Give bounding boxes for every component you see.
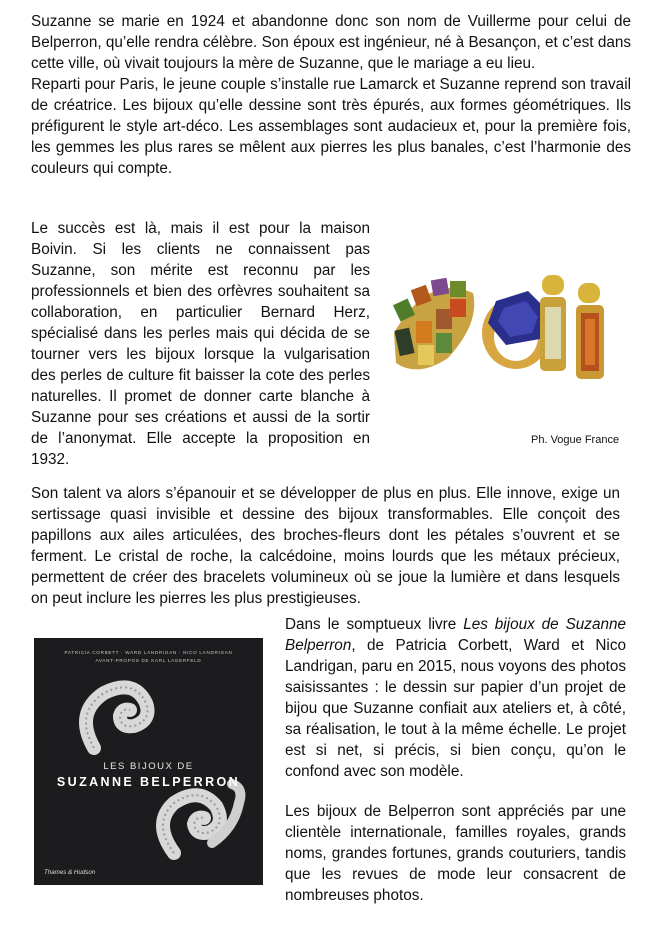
book-title-inline: Les bijoux de Suzanne Belperron (285, 616, 626, 654)
paragraph-success (31, 218, 370, 470)
book-authors: PATRICIA CORBETT · WARD LANDRIGAN · NICO LANDRIGAN (64, 650, 233, 655)
book-cover (34, 638, 263, 885)
paragraph-book-after: , de Patricia Corbett, Ward et Nico Landrigan, paru en 2015, nous voyons des photos saisissantes : le dessin sur papier d’un projet de bijou que Suzanne confiait aux ateliers et, à côté, sa réalisation, le tout à la même échelle. Le projet est si net, si précis, si bien conçu, qu’on le confond avec son modèle. (285, 637, 626, 780)
paragraph-book-text (285, 614, 626, 782)
paragraph-talent (31, 483, 620, 609)
book-publisher: Thames & Hudson (44, 869, 96, 876)
yellow-earring (540, 275, 566, 371)
paragraph-success-text: Le succès est là, mais il est pour la maison Boivin. Si les clients ne connaissent pas Suzanne, son mérite est reconnu par les professionnels et bien des orfèvres souhaitent sa collaboration, en particulier Bernard Herz, spécialisé dans les perles mais qui décida de se tourner vers les bijoux lorsque la vulgarisation des perles de culture fit baisser la cote des perles naturelles. Il promet de donner carte blanche à Suzanne pour ses créations et aussi de la sortir de l’anonymat. Elle accepte la proposition en 1932. (31, 220, 370, 468)
rings-photo (388, 263, 620, 381)
photo-caption: Ph. Vogue France (531, 434, 620, 446)
paragraph-paris-text: Reparti pour Paris, le jeune couple s’installe rue Lamarck et Suzanne reprend son travail de créatrice. Les bijoux qu’elle dessine sont très épurés, aux formes géométriques. Ils préfigurent le style art-déco. Les assemblages sont audacieux et, pour la première fois, les gemmes les plus rares se mêlent aux pierres les plus banales, c’est l’harmonie des couleurs qui compte. (31, 76, 631, 177)
paragraph-clientele-text: Les bijoux de Belperron sont appréciés par une clientèle internationale, familles royales, grands noms, grandes fortunes, grands couturiers, tandis que les revues de mode leur consacrent de nombreuses photos. (285, 803, 626, 904)
paragraph-clientele (285, 801, 626, 906)
paragraph-talent-text: Son talent va alors s’épanouir et se développer de plus en plus. Elle innove, exige un sertissage quasi invisible et dessine des bijoux transformables. Elle conçoit des papillons aux ailes articulées, des broches-fleurs dont les pétales s’ouvrent et se ferment. Le cristal de roche, la calcédoine, moins lourds que les métaux précieux, permettent de créer des bracelets volumineux où se joue la lumière et dans lesquels on peut inclure les pierres les plus prestigieuses. (31, 485, 620, 607)
lower-brooch (163, 784, 240, 853)
paragraph-marriage-text: Suzanne se marie en 1924 et abandonne donc son nom de Vuillerme pour celui de Belperron, qu’elle rendra célèbre. Son époux est ingénieur, né à Besançon, et c’est dans cette ville, où vivait toujours la mère de Suzanne, que le mariage a eu lieu. (31, 13, 631, 72)
book-title-line2: SUZANNE BELPERRON (56, 775, 241, 789)
paragraph-marriage (31, 11, 631, 179)
book-title-line1: LES BIJOUX DE (103, 761, 194, 772)
paragraph-book-before: Dans le somptueux livre (285, 616, 464, 633)
upper-brooch (86, 687, 148, 748)
paragraph-book (285, 614, 626, 782)
book-foreword: AVANT-PROPOS DE KARL LAGERFELD (95, 658, 202, 663)
